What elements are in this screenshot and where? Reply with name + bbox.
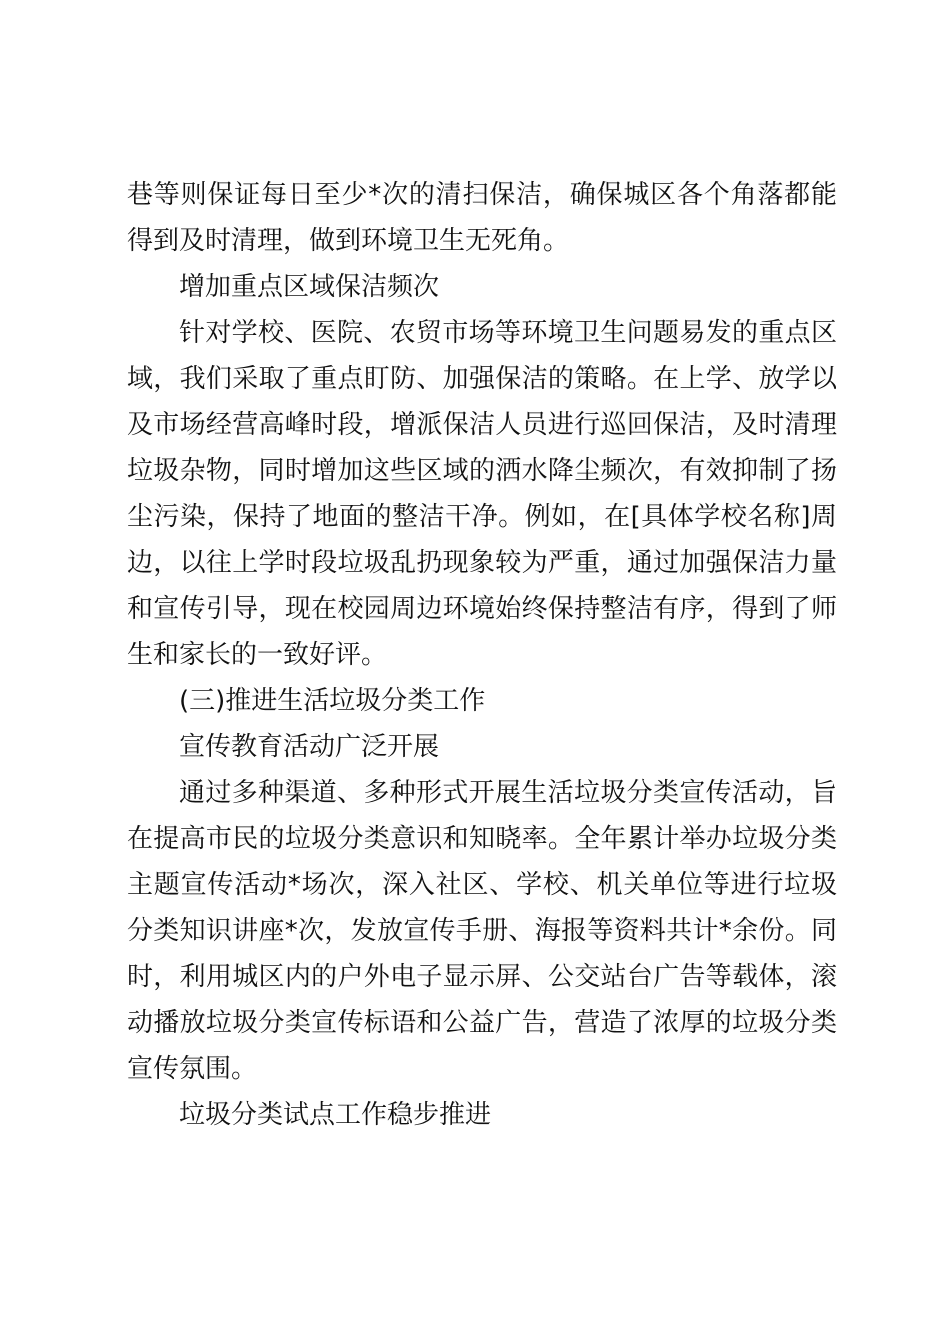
subheading-key-area-cleaning: 增加重点区域保洁频次: [179, 272, 440, 302]
subheading-publicity-education: 宣传教育活动广泛开展: [179, 732, 440, 762]
paragraph-key-area-cleaning: 针对学校、医院、农贸市场等环境卫生问题易发的重点区域，我们采取了重点盯防、加强保洁的策略。在上学、放学以及市场经营高峰时段，增派保洁人员进行巡回保洁，及时清理垃圾杂物，同时增加这些区域的洒水降尘频次，有效抑制了扬尘污染，保持了地面的整洁干净。例如，在[具体学校名称]周边，以往上学时段垃圾乱扔现象较为严重，通过加强保洁力量和宣传引导，现在校园周边环境始终保持整洁有序，得到了师生和家长的一致好评。: [127, 318, 837, 670]
paragraph-continuation: 巷等则保证每日至少*次的清扫保洁，确保城区各个角落都能得到及时清理，做到环境卫生无死角。: [127, 180, 837, 256]
paragraph-publicity-education: 通过多种渠道、多种形式开展生活垃圾分类宣传活动，旨在提高市民的垃圾分类意识和知晓率。全年累计举办垃圾分类主题宣传活动*场次，深入社区、学校、机关单位等进行垃圾分类知识讲座*次，发放宣传手册、海报等资料共计*余份。同时，利用城区内的户外电子显示屏、公交站台广告等载体，滚动播放垃圾分类宣传标语和公益广告，营造了浓厚的垃圾分类宣传氛围。: [127, 778, 837, 1084]
document-body: [127, 172, 837, 1138]
subheading-pilot-work: 垃圾分类试点工作稳步推进: [179, 1100, 492, 1130]
section-heading-garbage-sorting: (三)推进生活垃圾分类工作: [179, 686, 486, 716]
